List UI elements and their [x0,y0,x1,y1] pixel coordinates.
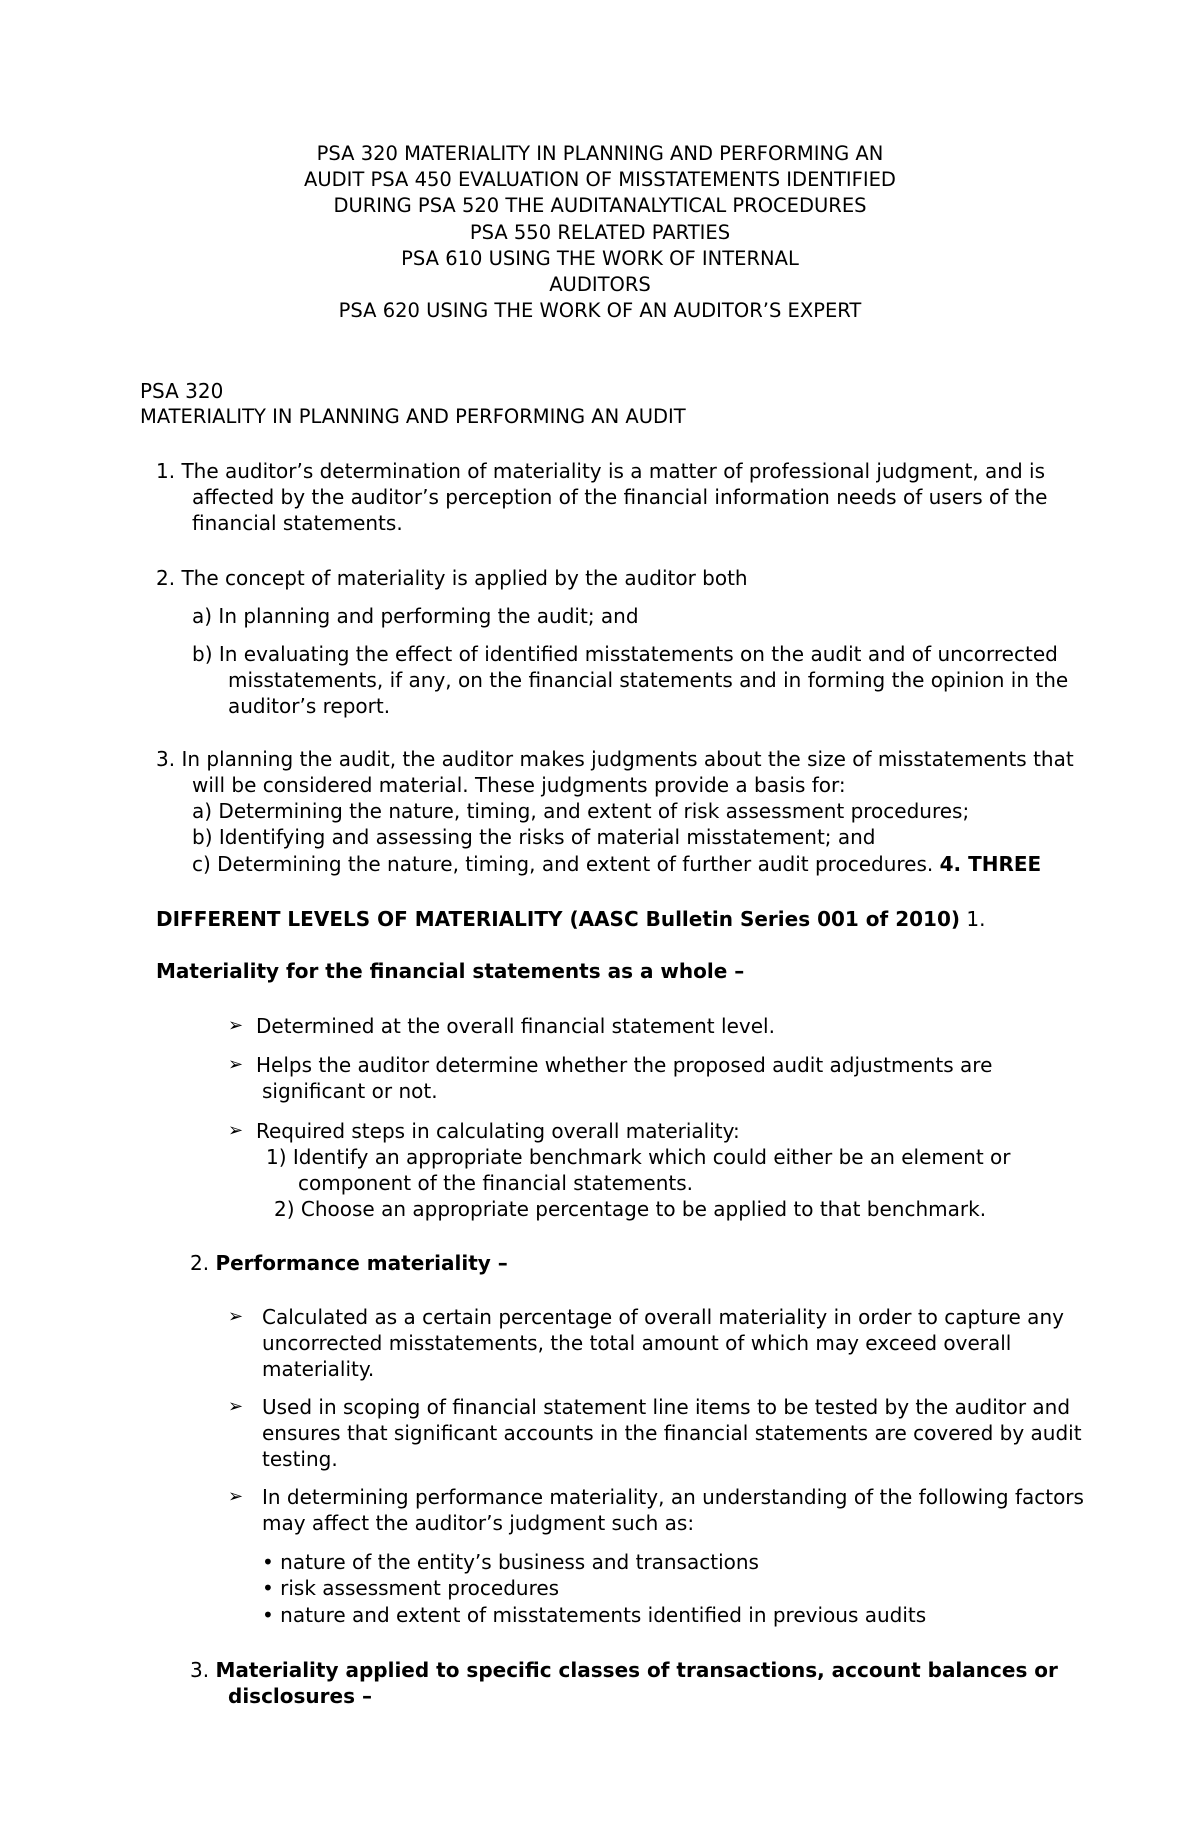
arrow-bullet-icon: ➢ [228,1306,244,1327]
m3-number: 3. [190,1658,210,1682]
m2-dot-1: • nature of the entity’s business and transactions [262,1550,759,1574]
m2-bullet-3-cont: may affect the auditor’s judgment such as: [262,1511,695,1535]
m2-bullet-3: In determining performance materiality, an understanding of the following factors [262,1485,1084,1509]
m2-bullet-2-cont-1: ensures that significant accounts in the financial statements are covered by audit [262,1421,1082,1445]
arrow-bullet-icon: ➢ [228,1015,244,1036]
p1-line-1: 1. The auditor’s determination of materiality is a matter of professional judgment, and is [156,459,1046,483]
arrow-bullet-icon: ➢ [228,1486,244,1507]
title-line-1: PSA 320 MATERIALITY IN PLANNING AND PERFORMING AN [316,142,884,165]
m2-dot-2: • risk assessment procedures [262,1576,560,1600]
m3-heading-cont: disclosures – [228,1684,372,1708]
p3c-text: c) Determining the nature, timing, and extent of further audit procedures. [192,852,934,876]
m2-dot-3: • nature and extent of misstatements identified in previous audits [262,1603,927,1627]
m2-bullet-2-cont-2: testing. [262,1447,338,1471]
m1-bullet-3: Required steps in calculating overall materiality: [256,1119,740,1143]
m2-bullet-1-cont-1: uncorrected misstatements, the total amount of which may exceed overall [262,1331,1012,1355]
p3-line-3: a) Determining the nature, timing, and extent of risk assessment procedures; [192,799,970,823]
m1-step-2: 2) Choose an appropriate percentage to be applied to that benchmark. [274,1197,987,1221]
levels-heading-tail: 1. [960,907,986,931]
m1-bullet-2-cont: significant or not. [262,1079,438,1103]
p2b-line-2: misstatements, if any, on the financial statements and in forming the opinion in the [228,668,1069,692]
p2a-line: a) In planning and performing the audit; and [192,604,639,628]
arrow-bullet-icon: ➢ [228,1120,244,1141]
m3-heading [190,1657,1058,1683]
p3-line-4: b) Identifying and assessing the risks of material misstatement; and [192,825,876,849]
section-title: MATERIALITY IN PLANNING AND PERFORMING AN AUDIT [140,405,686,428]
p3c-tail: 4. THREE [939,852,1042,876]
m1-bullet-2: Helps the auditor determine whether the proposed audit adjustments are [256,1053,993,1077]
m2-number: 2. [190,1251,210,1275]
p3-line-2: will be considered material. These judgments provide a basis for: [192,773,846,797]
p3-line-5 [192,851,1041,877]
m2-heading [190,1250,508,1276]
p2-line: 2. The concept of materiality is applied by the auditor both [156,566,748,590]
arrow-bullet-icon: ➢ [228,1054,244,1075]
title-line-2: AUDIT PSA 450 EVALUATION OF MISSTATEMENTS IDENTIFIED [304,168,896,191]
m1-step-1: 1) Identify an appropriate benchmark which could either be an element or [266,1145,1011,1169]
title-line-3: DURING PSA 520 THE AUDITANALYTICAL PROCEDURES [333,194,867,217]
levels-heading [156,906,985,932]
m1-bullet-1: Determined at the overall financial statement level. [256,1014,775,1038]
title-line-5: PSA 610 USING THE WORK OF INTERNAL [401,247,799,270]
p3-line-1: 3. In planning the audit, the auditor makes judgments about the size of misstatements that [156,747,1074,771]
m1-heading: Materiality for the financial statements as a whole – [156,959,745,983]
p2b-line-3: auditor’s report. [228,694,391,718]
m2-bullet-2: Used in scoping of financial statement line items to be tested by the auditor and [262,1395,1071,1419]
p1-line-3: financial statements. [192,511,403,535]
p1-line-2: affected by the auditor’s perception of the financial information needs of users of the [192,485,1048,509]
title-line-7: PSA 620 USING THE WORK OF AN AUDITOR’S EXPERT [338,299,862,322]
levels-heading-text: DIFFERENT LEVELS OF MATERIALITY (AASC Bulletin Series 001 of 2010) [156,907,961,931]
section-code: PSA 320 [140,379,224,403]
m2-bullet-1-cont-2: materiality. [262,1357,375,1381]
title-line-6: AUDITORS [549,273,651,296]
title-line-4: PSA 550 RELATED PARTIES [469,221,731,244]
m2-bullet-1: Calculated as a certain percentage of overall materiality in order to capture any [262,1305,1064,1329]
m2-heading-text: Performance materiality – [215,1251,508,1275]
arrow-bullet-icon: ➢ [228,1396,244,1417]
p2b-line-1: b) In evaluating the effect of identified misstatements on the audit and of uncorrected [192,642,1058,666]
m1-step-1-cont: component of the financial statements. [298,1171,693,1195]
m3-heading-text: Materiality applied to specific classes of transactions, account balances or [215,1658,1058,1682]
